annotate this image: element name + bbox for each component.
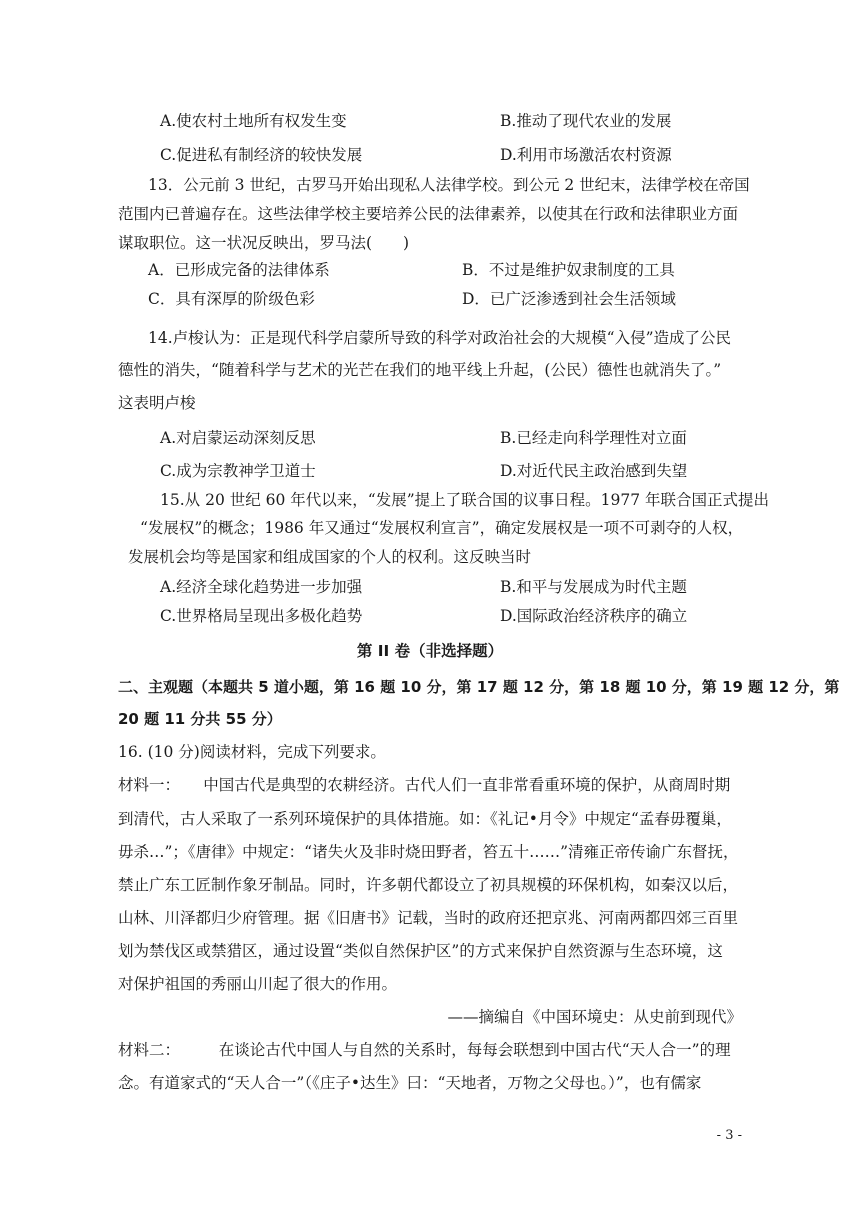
- q13-option-b: B．不过是维护奴隶制度的工具: [462, 261, 675, 279]
- q15-option-d: D.国际政治经济秩序的确立: [500, 607, 688, 625]
- material-1-line-1: 材料一： 中国古代是典型的农耕经济。古代人们一直非常看重环境的保护，从商周时期: [118, 776, 731, 794]
- q13-option-c: C．具有深厚的阶级色彩: [148, 290, 315, 308]
- q13-option-a: A．已形成完备的法律体系: [148, 261, 330, 279]
- q14-option-d: D.对近代民主政治感到失望: [500, 462, 688, 480]
- section-2-heading-line-2: 20 题 11 分共 55 分）: [118, 710, 282, 728]
- material-1-line-2: 到清代，古人采取了一系列环境保护的具体措施。如：《礼记•月令》中规定“孟春毋覆巢，: [118, 810, 732, 828]
- q14-option-b: B.已经走向科学理性对立面: [500, 429, 687, 447]
- page-number: - 3 -: [716, 1128, 742, 1143]
- section-2-heading-line-1: 二、主观题（本题共 5 道小题，第 16 题 10 分，第 17 题 12 分，第 18 题 10 分，第 19 题 12 分，第: [118, 678, 840, 696]
- material-1-line-7: 对保护祖国的秀丽山川起了很大的作用。: [118, 975, 398, 993]
- q12-option-a: A.使农村土地所有权发生变: [160, 112, 347, 130]
- q13-stem-line-2: 范围内已普遍存在。这些法律学校主要培养公民的法律素养，以使其在行政和法律职业方面: [118, 205, 739, 223]
- q13-stem-line-1: 13．公元前 3 世纪，古罗马开始出现私人法律学校。到公元 2 世纪末，法律学校在帝国: [148, 176, 750, 194]
- q15-option-b: B.和平与发展成为时代主题: [500, 578, 687, 596]
- q14-stem-line-3: 这表明卢梭: [118, 394, 196, 412]
- material-2-line-1: 材料二： 在谈论古代中国人与自然的关系时，每每会联想到中国古代“天人合一”的理: [118, 1041, 731, 1059]
- q15-stem-line-1: 15.从 20 世纪 60 年代以来，“发展”提上了联合国的议事日程。1977 年联合国正式提出: [160, 491, 770, 509]
- q16-intro: 16. (10 分)阅读材料，完成下列要求。: [118, 743, 386, 761]
- q15-option-c: C.世界格局呈现出多极化趋势: [160, 607, 363, 625]
- q13-option-d: D．已广泛渗透到社会生活领域: [462, 290, 676, 308]
- q15-stem-line-3: 发展机会均等是国家和组成国家的个人的权利。这反映当时: [128, 548, 532, 566]
- q14-option-a: A.对启蒙运动深刻反思: [160, 429, 316, 447]
- q12-option-d: D.利用市场激活农村资源: [500, 146, 672, 164]
- material-2-line-2: 念。有道家式的“天人合一”（《庄子•达生》曰：“天地者，万物之父母也。）”，也有儒家: [118, 1074, 702, 1092]
- material-1-line-5: 山林、川泽都归少府管理。据《旧唐书》记载，当时的政府还把京兆、河南两都四郊三百里: [118, 909, 739, 927]
- q14-stem-line-1: 14.卢梭认为：正是现代科学启蒙所导致的科学对政治社会的大规模“入侵”造成了公民: [148, 329, 732, 347]
- q14-option-c: C.成为宗教神学卫道士: [160, 462, 316, 480]
- material-1-line-3: 毋杀…”；《唐律》中规定：“诸失火及非时烧田野者，笞五十……”清雍正帝传谕广东督抚，: [118, 843, 739, 861]
- q12-option-b: B.推动了现代农业的发展: [500, 112, 672, 130]
- material-1-line-4: 禁止广东工匠制作象牙制品。同时，许多朝代都设立了初具规模的环保机构，如秦汉以后，: [118, 876, 739, 894]
- q13-stem-line-3: 谋取职位。这一状况反映出，罗马法( ): [118, 234, 410, 252]
- section-2-title: 第 II 卷（非选择题）: [356, 642, 504, 660]
- q12-option-c: C.促进私有制经济的较快发展: [160, 146, 363, 164]
- q15-option-a: A.经济全球化趋势进一步加强: [160, 578, 363, 596]
- q14-stem-line-2: 德性的消失，“随着科学与艺术的光芒在我们的地平线上升起，(公民）德性也就消失了。”: [118, 361, 722, 379]
- q15-stem-line-2: “发展权”的概念；1986 年又通过“发展权利宣言”，确定发展权是一项不可剥夺的人权，: [140, 519, 744, 537]
- material-1-source: ——摘编自《中国环境史：从史前到现代》: [447, 1008, 742, 1026]
- material-1-line-6: 划为禁伐区或禁猎区，通过设置“类似自然保护区”的方式来保护自然资源与生态环境，这: [118, 942, 723, 960]
